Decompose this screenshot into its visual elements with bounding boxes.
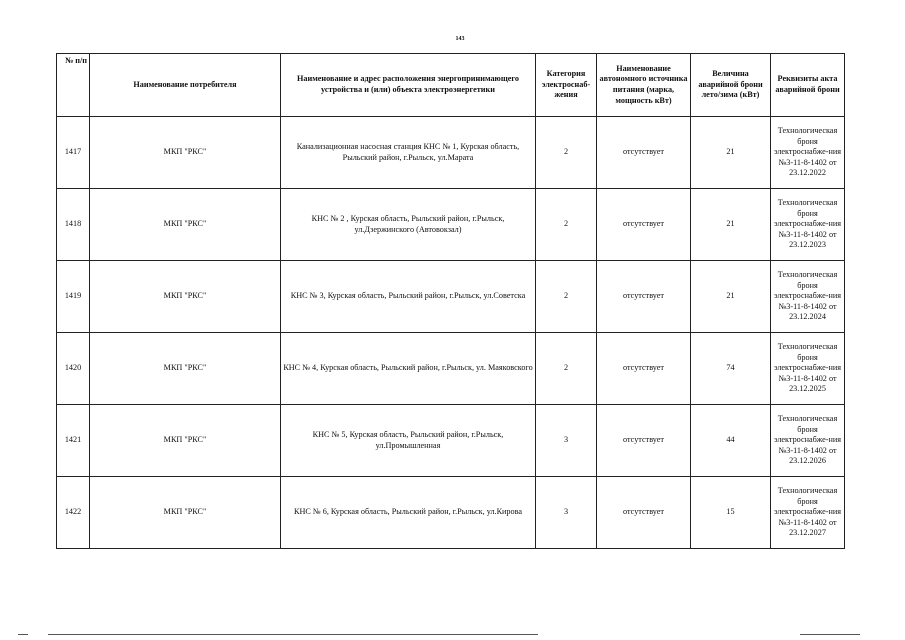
cell-source: отсутствует — [597, 189, 691, 261]
cell-source: отсутствует — [597, 117, 691, 189]
cell-num: 1418 — [57, 189, 90, 261]
cell-act: Технологическая броня электроснабже-ния №3-11-8-1402 от 23.12.2027 — [771, 477, 845, 549]
table-row — [57, 189, 845, 261]
cell-num: 1422 — [57, 477, 90, 549]
cell-object: КНС № 4, Курская область, Рыльский район, г.Рыльск, ул. Маяковского — [281, 333, 536, 405]
cell-power: 21 — [691, 117, 771, 189]
cell-category: 3 — [536, 477, 597, 549]
cell-consumer: МКП "РКС" — [90, 333, 281, 405]
cell-act: Технологическая броня электроснабже-ния №3-11-8-1402 от 23.12.2025 — [771, 333, 845, 405]
header-category: Категория электроснаб-жения — [536, 54, 597, 117]
cell-act: Технологическая броня электроснабже-ния №3-11-8-1402 от 23.12.2024 — [771, 261, 845, 333]
cell-consumer: МКП "РКС" — [90, 117, 281, 189]
cell-consumer: МКП "РКС" — [90, 189, 281, 261]
cell-category: 2 — [536, 189, 597, 261]
table-row — [57, 405, 845, 477]
cell-power: 44 — [691, 405, 771, 477]
scan-edge-line-right — [800, 634, 860, 635]
table-row — [57, 261, 845, 333]
cell-object: КНС № 5, Курская область, Рыльский район, г.Рыльск, ул.Промышленная — [281, 405, 536, 477]
scan-edge-line — [48, 634, 538, 635]
cell-consumer: МКП "РКС" — [90, 405, 281, 477]
cell-power: 21 — [691, 261, 771, 333]
emergency-reserve-table — [56, 53, 845, 549]
cell-act: Технологическая броня электроснабже-ния №3-11-8-1402 от 23.12.2023 — [771, 189, 845, 261]
cell-power: 74 — [691, 333, 771, 405]
cell-num: 1419 — [57, 261, 90, 333]
header-num: № п/п — [57, 54, 90, 117]
cell-category: 2 — [536, 261, 597, 333]
cell-consumer: МКП "РКС" — [90, 261, 281, 333]
header-source: Наименование автономного источника питания (марка, мощность кВт) — [597, 54, 691, 117]
table-row — [57, 117, 845, 189]
cell-act: Технологическая броня электроснабже-ния №3-11-8-1402 от 23.12.2022 — [771, 117, 845, 189]
cell-category: 2 — [536, 333, 597, 405]
cell-num: 1417 — [57, 117, 90, 189]
cell-category: 2 — [536, 117, 597, 189]
table-header-row — [57, 54, 845, 117]
page-number: 143 — [455, 36, 465, 42]
table-row — [57, 333, 845, 405]
cell-category: 3 — [536, 405, 597, 477]
cell-source: отсутствует — [597, 477, 691, 549]
cell-source: отсутствует — [597, 333, 691, 405]
cell-object: Канализационная насосная станция КНС № 1, Курская область, Рыльский район, г.Рыльск, ул.Марата — [281, 117, 536, 189]
cell-num: 1420 — [57, 333, 90, 405]
cell-object: КНС № 2 , Курская область, Рыльский район, г.Рыльск, ул.Дзержинского (Автовокзал) — [281, 189, 536, 261]
header-act: Реквизиты акта аварийной брони — [771, 54, 845, 117]
cell-power: 15 — [691, 477, 771, 549]
cell-object: КНС № 6, Курская область, Рыльский район, г.Рыльск, ул.Кирова — [281, 477, 536, 549]
header-object: Наименование и адрес расположения энергопринимающего устройства и (или) объекта электроэнергетики — [281, 54, 536, 117]
cell-source: отсутствует — [597, 405, 691, 477]
cell-power: 21 — [691, 189, 771, 261]
cell-object: КНС № 3, Курская область, Рыльский район, г.Рыльск, ул.Советска — [281, 261, 536, 333]
scan-edge-line-left — [18, 634, 28, 635]
cell-source: отсутствует — [597, 261, 691, 333]
cell-num: 1421 — [57, 405, 90, 477]
header-consumer: Наименование потребителя — [90, 54, 281, 117]
cell-act: Технологическая броня электроснабже-ния №3-11-8-1402 от 23.12.2026 — [771, 405, 845, 477]
cell-consumer: МКП "РКС" — [90, 477, 281, 549]
table-row — [57, 477, 845, 549]
header-power: Величина аварийной брони лето/зима (кВт) — [691, 54, 771, 117]
